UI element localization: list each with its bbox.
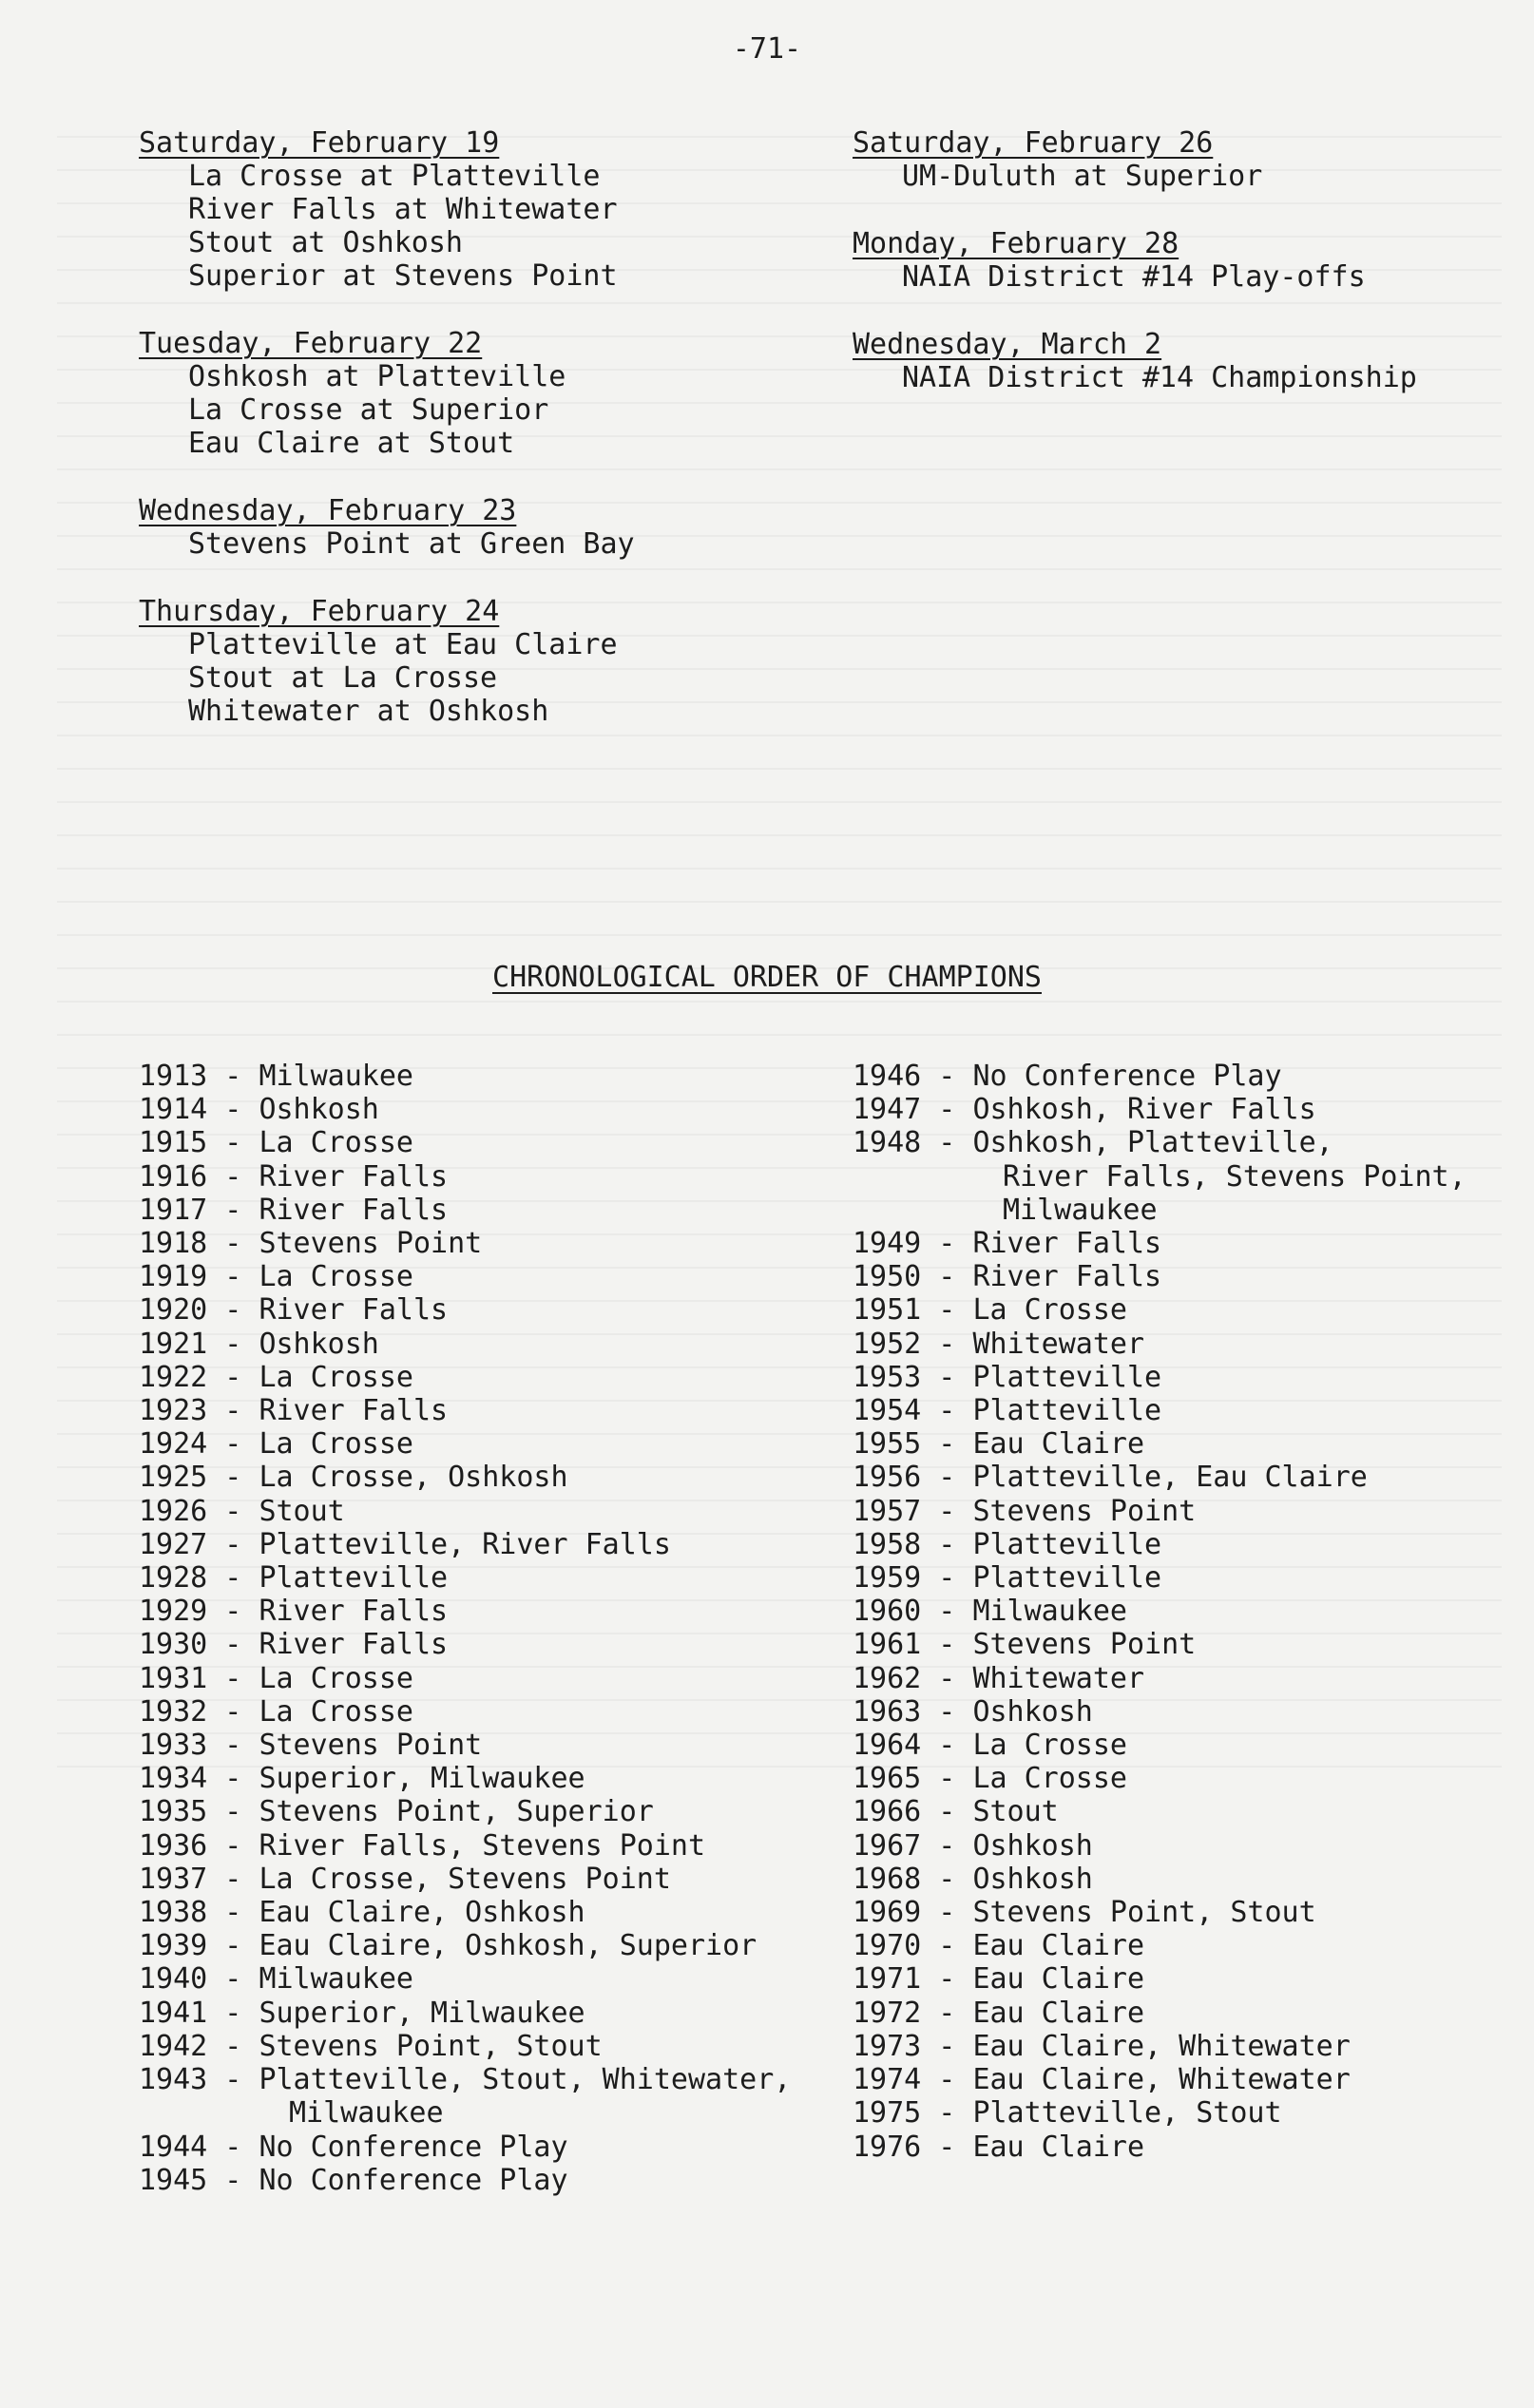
champion-team: Milwaukee xyxy=(259,1962,413,1997)
champion-row xyxy=(139,1628,791,1661)
champion-separator: - xyxy=(921,1227,973,1261)
schedule-game: La Crosse at Platteville xyxy=(188,160,601,193)
champion-year: 1969 xyxy=(853,1896,922,1930)
champion-year: 1925 xyxy=(139,1461,208,1495)
champion-year: 1952 xyxy=(853,1327,922,1361)
champion-year: 1950 xyxy=(853,1260,922,1294)
champion-row xyxy=(139,1595,791,1628)
champion-separator: - xyxy=(207,1193,259,1227)
champion-team: La Crosse xyxy=(259,1260,413,1294)
champion-separator: - xyxy=(921,2063,973,2097)
champion-year: 1956 xyxy=(853,1461,922,1495)
champion-row xyxy=(139,1461,791,1494)
champion-team: River Falls xyxy=(972,1260,1162,1294)
champion-team: Milwaukee xyxy=(972,1595,1127,1629)
champion-team: Oshkosh xyxy=(972,1694,1093,1729)
champion-team: La Crosse xyxy=(259,1126,413,1160)
champion-row xyxy=(853,1361,1467,1394)
champion-separator: - xyxy=(921,1394,973,1428)
champion-year: 1976 xyxy=(853,2130,922,2164)
champion-team: Milwaukee xyxy=(259,1060,413,1093)
champion-team: Eau Claire xyxy=(972,1929,1145,1963)
champion-row xyxy=(853,1662,1467,1695)
champion-team: Platteville xyxy=(972,1527,1162,1561)
schedule-date: Thursday, February 24 xyxy=(139,595,500,628)
champion-year: 1924 xyxy=(139,1427,208,1462)
champion-separator: - xyxy=(921,1762,973,1796)
schedule-game: Stevens Point at Green Bay xyxy=(188,527,635,561)
schedule-game: Whitewater at Oshkosh xyxy=(188,695,549,728)
champion-year: 1944 xyxy=(139,2130,208,2164)
champion-team: Superior, Milwaukee xyxy=(259,1762,585,1796)
champion-row xyxy=(139,1997,791,2030)
schedule-left-column xyxy=(139,126,635,762)
champion-separator: - xyxy=(921,2130,973,2164)
champion-year: 1933 xyxy=(139,1729,208,1763)
champion-row xyxy=(853,1328,1467,1361)
champion-separator: - xyxy=(921,1628,973,1662)
champion-year: 1960 xyxy=(853,1595,922,1629)
champion-team: River Falls xyxy=(259,1628,449,1662)
champion-row xyxy=(853,1829,1467,1863)
champion-separator: - xyxy=(921,1595,973,1629)
champion-year: 1957 xyxy=(853,1494,922,1528)
champion-year: 1970 xyxy=(853,1929,922,1963)
champion-team-continued: Milwaukee xyxy=(1003,1193,1158,1227)
champion-team: La Crosse xyxy=(972,1293,1127,1328)
champion-year: 1927 xyxy=(139,1527,208,1561)
champion-separator: - xyxy=(921,1828,973,1863)
champion-year: 1961 xyxy=(853,1628,922,1662)
champion-year: 1919 xyxy=(139,1260,208,1294)
champions-section-title xyxy=(0,961,1534,994)
champion-row xyxy=(139,1427,791,1461)
champion-team: Eau Claire xyxy=(972,2130,1145,2164)
schedule-block xyxy=(139,595,635,728)
champion-separator: - xyxy=(921,1962,973,1997)
champion-row xyxy=(853,1896,1467,1929)
champion-team: No Conference Play xyxy=(259,2130,568,2164)
champion-separator: - xyxy=(921,1561,973,1596)
champion-year: 1948 xyxy=(853,1126,922,1160)
schedule-game: NAIA District #14 Play-offs xyxy=(902,260,1366,294)
champion-row xyxy=(853,1227,1467,1260)
champion-year: 1914 xyxy=(139,1093,208,1127)
champion-separator: - xyxy=(921,1661,973,1695)
schedule-game: Stout at La Crosse xyxy=(188,661,498,695)
schedule-block xyxy=(853,227,1417,294)
champion-year: 1921 xyxy=(139,1327,208,1361)
champion-separator: - xyxy=(207,2029,259,2063)
champion-row xyxy=(139,1729,791,1762)
champion-team: Stevens Point, Superior xyxy=(259,1795,654,1829)
champion-row xyxy=(139,1361,791,1394)
schedule-date: Wednesday, February 23 xyxy=(139,494,517,527)
champion-team: Stout xyxy=(972,1795,1059,1829)
champion-team: Stevens Point xyxy=(972,1628,1197,1662)
champion-year: 1943 xyxy=(139,2063,208,2097)
champion-separator: - xyxy=(921,1694,973,1729)
champion-separator: - xyxy=(207,1929,259,1963)
champion-year: 1946 xyxy=(853,1060,922,1093)
champion-separator: - xyxy=(921,1527,973,1561)
champion-team: Eau Claire, Whitewater xyxy=(972,2063,1351,2097)
champion-row xyxy=(853,1997,1467,2030)
champion-team: Oshkosh xyxy=(972,1828,1093,1863)
champion-separator: - xyxy=(207,1996,259,2030)
champion-team: Eau Claire xyxy=(972,1962,1145,1997)
champion-team: Platteville, Stout, Whitewater, xyxy=(259,2063,792,2097)
champion-team: No Conference Play xyxy=(972,1060,1282,1093)
champion-year: 1967 xyxy=(853,1828,922,1863)
champion-row xyxy=(139,1060,791,1093)
champion-team: Stevens Point xyxy=(259,1729,483,1763)
champion-year: 1923 xyxy=(139,1394,208,1428)
champion-separator: - xyxy=(921,1427,973,1462)
champion-team: Eau Claire xyxy=(972,1996,1145,2030)
champion-separator: - xyxy=(921,2096,973,2131)
champion-separator: - xyxy=(207,1293,259,1328)
champion-separator: - xyxy=(921,1929,973,1963)
champion-year: 1942 xyxy=(139,2029,208,2063)
champion-team: Oshkosh xyxy=(259,1093,379,1127)
champion-separator: - xyxy=(207,1227,259,1261)
champion-year: 1968 xyxy=(853,1862,922,1896)
champion-year: 1936 xyxy=(139,1828,208,1863)
champion-separator: - xyxy=(207,1126,259,1160)
champion-year: 1972 xyxy=(853,1996,922,2030)
champion-year: 1951 xyxy=(853,1293,922,1328)
champion-row xyxy=(853,1795,1467,1828)
champions-right-column xyxy=(853,1060,1467,2164)
champion-year: 1949 xyxy=(853,1227,922,1261)
champion-row xyxy=(853,1427,1467,1461)
champion-team: La Crosse, Stevens Point xyxy=(259,1862,671,1896)
champion-team: River Falls xyxy=(259,1394,449,1428)
champion-row xyxy=(139,1829,791,1863)
champion-separator: - xyxy=(207,1527,259,1561)
champion-year: 1929 xyxy=(139,1595,208,1629)
schedule-block xyxy=(139,126,635,293)
champion-row xyxy=(853,2063,1467,2096)
champion-row xyxy=(139,2164,791,2197)
champion-team: Platteville xyxy=(972,1394,1162,1428)
champion-team: River Falls xyxy=(259,1193,449,1227)
champion-row xyxy=(853,1093,1467,1126)
champion-row xyxy=(139,1662,791,1695)
champion-row xyxy=(853,1929,1467,1962)
champion-year: 1938 xyxy=(139,1896,208,1930)
champion-row xyxy=(139,1695,791,1729)
champion-separator: - xyxy=(207,1494,259,1528)
champion-team: La Crosse xyxy=(259,1694,413,1729)
champion-row xyxy=(139,1394,791,1427)
champion-separator: - xyxy=(207,1896,259,1930)
champion-team: Oshkosh, Platteville, xyxy=(972,1126,1333,1160)
schedule-date: Wednesday, March 2 xyxy=(853,328,1162,361)
champion-team: Stevens Point, Stout xyxy=(972,1896,1316,1930)
champion-row xyxy=(853,1394,1467,1427)
champion-team: Superior, Milwaukee xyxy=(259,1996,585,2030)
champion-team: Stout xyxy=(259,1494,345,1528)
champion-separator: - xyxy=(207,1628,259,1662)
champion-team: La Crosse xyxy=(972,1729,1127,1763)
champion-separator: - xyxy=(921,1795,973,1829)
champion-row xyxy=(139,1495,791,1528)
champion-row xyxy=(139,1293,791,1327)
champion-row xyxy=(853,2030,1467,2063)
champion-year: 1937 xyxy=(139,1862,208,1896)
champion-separator: - xyxy=(207,1795,259,1829)
champion-year: 1962 xyxy=(853,1661,922,1695)
champion-year: 1958 xyxy=(853,1527,922,1561)
champion-row xyxy=(853,1595,1467,1628)
champion-separator: - xyxy=(207,1093,259,1127)
champion-row xyxy=(139,1260,791,1293)
champion-year: 1918 xyxy=(139,1227,208,1261)
schedule-date: Tuesday, February 22 xyxy=(139,327,483,360)
champion-team: Oshkosh xyxy=(259,1327,379,1361)
champion-row xyxy=(853,1060,1467,1093)
champion-separator: - xyxy=(207,1862,259,1896)
champion-separator: - xyxy=(207,1729,259,1763)
champion-team: La Crosse xyxy=(259,1661,413,1695)
champion-team: River Falls xyxy=(259,1159,449,1194)
champion-year: 1971 xyxy=(853,1962,922,1997)
champion-team: River Falls xyxy=(259,1293,449,1328)
champion-year: 1940 xyxy=(139,1962,208,1997)
champion-year: 1916 xyxy=(139,1159,208,1194)
champion-separator: - xyxy=(921,1896,973,1930)
champion-team: Whitewater xyxy=(972,1327,1145,1361)
champion-row xyxy=(139,1561,791,1595)
champion-separator: - xyxy=(207,2130,259,2164)
champion-year: 1964 xyxy=(853,1729,922,1763)
champion-team: Stevens Point xyxy=(259,1227,483,1261)
champion-team: Oshkosh, River Falls xyxy=(972,1093,1316,1127)
champion-year: 1945 xyxy=(139,2163,208,2197)
champion-year: 1928 xyxy=(139,1561,208,1596)
champion-team: Whitewater xyxy=(972,1661,1145,1695)
champion-separator: - xyxy=(921,1360,973,1394)
champion-team: Platteville xyxy=(259,1561,449,1596)
champion-row xyxy=(853,1695,1467,1729)
champion-separator: - xyxy=(921,1260,973,1294)
champion-year: 1922 xyxy=(139,1360,208,1394)
champion-row xyxy=(139,1896,791,1929)
schedule-game: Oshkosh at Platteville xyxy=(188,360,566,393)
champion-row xyxy=(139,1160,791,1194)
champion-year: 1917 xyxy=(139,1193,208,1227)
champion-team: Stevens Point xyxy=(972,1494,1197,1528)
champions-title-text: CHRONOLOGICAL ORDER OF CHAMPIONS xyxy=(492,961,1042,994)
champion-team: Platteville xyxy=(972,1561,1162,1596)
champion-year: 1947 xyxy=(853,1093,922,1127)
champion-year: 1915 xyxy=(139,1126,208,1160)
champion-year: 1913 xyxy=(139,1060,208,1093)
schedule-game: Stout at Oshkosh xyxy=(188,226,463,259)
champion-team: Eau Claire, Oshkosh xyxy=(259,1896,585,1930)
champion-separator: - xyxy=(207,1260,259,1294)
schedule-game: Superior at Stevens Point xyxy=(188,259,618,293)
champion-year: 1975 xyxy=(853,2096,922,2131)
champion-row xyxy=(853,2096,1467,2130)
champion-year: 1954 xyxy=(853,1394,922,1428)
schedule-date: Monday, February 28 xyxy=(853,227,1179,260)
champion-year: 1939 xyxy=(139,1929,208,1963)
champion-year: 1965 xyxy=(853,1762,922,1796)
champion-team: La Crosse xyxy=(259,1360,413,1394)
champion-separator: - xyxy=(207,1694,259,1729)
champion-separator: - xyxy=(207,1360,259,1394)
champion-team: Platteville xyxy=(972,1360,1162,1394)
champion-separator: - xyxy=(921,1461,973,1495)
champion-row xyxy=(139,1093,791,1126)
schedule-block xyxy=(853,126,1417,193)
champion-year: 1926 xyxy=(139,1494,208,1528)
champion-row xyxy=(139,2030,791,2063)
champion-team: River Falls, Stevens Point xyxy=(259,1828,706,1863)
champion-separator: - xyxy=(207,1661,259,1695)
champion-team: No Conference Play xyxy=(259,2163,568,2197)
champion-separator: - xyxy=(921,1494,973,1528)
champion-separator: - xyxy=(921,1060,973,1093)
champion-year: 1953 xyxy=(853,1360,922,1394)
champion-team: Platteville, River Falls xyxy=(259,1527,671,1561)
champion-team: River Falls xyxy=(972,1227,1162,1261)
champion-team: Platteville, Eau Claire xyxy=(972,1461,1368,1495)
champion-separator: - xyxy=(921,1126,973,1160)
champion-separator: - xyxy=(207,1060,259,1093)
champion-row xyxy=(139,2063,791,2096)
champion-team-continued: River Falls, Stevens Point, xyxy=(1003,1159,1467,1194)
champion-separator: - xyxy=(921,1729,973,1763)
champion-row xyxy=(139,1126,791,1159)
champion-team: Platteville, Stout xyxy=(972,2096,1282,2131)
schedule-game: Platteville at Eau Claire xyxy=(188,628,618,661)
page-number: -71- xyxy=(732,32,802,66)
champion-year: 1959 xyxy=(853,1561,922,1596)
champion-team: Eau Claire, Oshkosh, Superior xyxy=(259,1929,757,1963)
champion-team: La Crosse xyxy=(972,1762,1127,1796)
champion-team: Oshkosh xyxy=(972,1862,1093,1896)
champion-row xyxy=(853,1126,1467,1159)
champion-row xyxy=(139,1863,791,1896)
champion-team: Eau Claire, Whitewater xyxy=(972,2029,1351,2063)
champion-team: La Crosse, Oshkosh xyxy=(259,1461,568,1495)
schedule-block xyxy=(853,328,1417,394)
champion-row xyxy=(139,1795,791,1828)
champion-row xyxy=(853,1628,1467,1661)
champion-team: River Falls xyxy=(259,1595,449,1629)
champion-row xyxy=(139,1962,791,1996)
champion-separator: - xyxy=(207,1394,259,1428)
champion-row xyxy=(853,1962,1467,1996)
champion-year: 1931 xyxy=(139,1661,208,1695)
champion-team: La Crosse xyxy=(259,1427,413,1462)
champion-separator: - xyxy=(207,1427,259,1462)
schedule-date: Saturday, February 19 xyxy=(139,126,500,160)
champion-separator: - xyxy=(207,1327,259,1361)
champion-row xyxy=(139,1227,791,1260)
schedule-game: La Crosse at Superior xyxy=(188,393,549,427)
champion-separator: - xyxy=(207,1461,259,1495)
champion-row xyxy=(853,1260,1467,1293)
champion-year: 1930 xyxy=(139,1628,208,1662)
champion-year: 1955 xyxy=(853,1427,922,1462)
champion-row xyxy=(853,1863,1467,1896)
schedule-game: NAIA District #14 Championship xyxy=(902,361,1417,394)
champion-row xyxy=(853,1293,1467,1327)
champion-year: 1973 xyxy=(853,2029,922,2063)
champion-row xyxy=(139,2131,791,2164)
schedule-game: UM-Duluth at Superior xyxy=(902,160,1263,193)
champion-separator: - xyxy=(207,1159,259,1194)
champion-separator: - xyxy=(207,1762,259,1796)
schedule-game: Eau Claire at Stout xyxy=(188,427,515,460)
champion-separator: - xyxy=(207,2063,259,2097)
champion-separator: - xyxy=(921,1996,973,2030)
champion-separator: - xyxy=(207,1561,259,1596)
champion-row xyxy=(853,1495,1467,1528)
champion-year: 1963 xyxy=(853,1694,922,1729)
champion-team-continued: Milwaukee xyxy=(289,2096,444,2131)
schedule-right-column xyxy=(853,126,1417,429)
schedule-block xyxy=(139,494,635,561)
champion-year: 1966 xyxy=(853,1795,922,1829)
champion-row xyxy=(853,1729,1467,1762)
champion-separator: - xyxy=(207,2163,259,2197)
champion-row xyxy=(853,1461,1467,1494)
schedule-date: Saturday, February 26 xyxy=(853,126,1214,160)
schedule-game: River Falls at Whitewater xyxy=(188,193,618,226)
champion-year: 1934 xyxy=(139,1762,208,1796)
champion-separator: - xyxy=(921,1862,973,1896)
champion-separator: - xyxy=(921,1327,973,1361)
champion-separator: - xyxy=(207,1595,259,1629)
champion-row xyxy=(139,1762,791,1795)
champion-row xyxy=(853,1561,1467,1595)
champion-separator: - xyxy=(921,1293,973,1328)
champion-year: 1935 xyxy=(139,1795,208,1829)
champion-year: 1920 xyxy=(139,1293,208,1328)
champion-row xyxy=(853,2131,1467,2164)
champion-row xyxy=(139,1328,791,1361)
champion-row xyxy=(139,1929,791,1962)
schedule-block xyxy=(139,327,635,460)
champion-year: 1941 xyxy=(139,1996,208,2030)
champion-separator: - xyxy=(207,1828,259,1863)
champion-year: 1932 xyxy=(139,1694,208,1729)
champion-team: Stevens Point, Stout xyxy=(259,2029,603,2063)
champion-row xyxy=(853,1762,1467,1795)
champion-row xyxy=(139,1194,791,1227)
champions-left-column xyxy=(139,1060,791,2197)
champion-row xyxy=(139,1528,791,1561)
champion-separator: - xyxy=(207,1962,259,1997)
champion-team: Eau Claire xyxy=(972,1427,1145,1462)
champion-separator: - xyxy=(921,1093,973,1127)
champion-separator: - xyxy=(921,2029,973,2063)
champion-row xyxy=(853,1528,1467,1561)
champion-year: 1974 xyxy=(853,2063,922,2097)
